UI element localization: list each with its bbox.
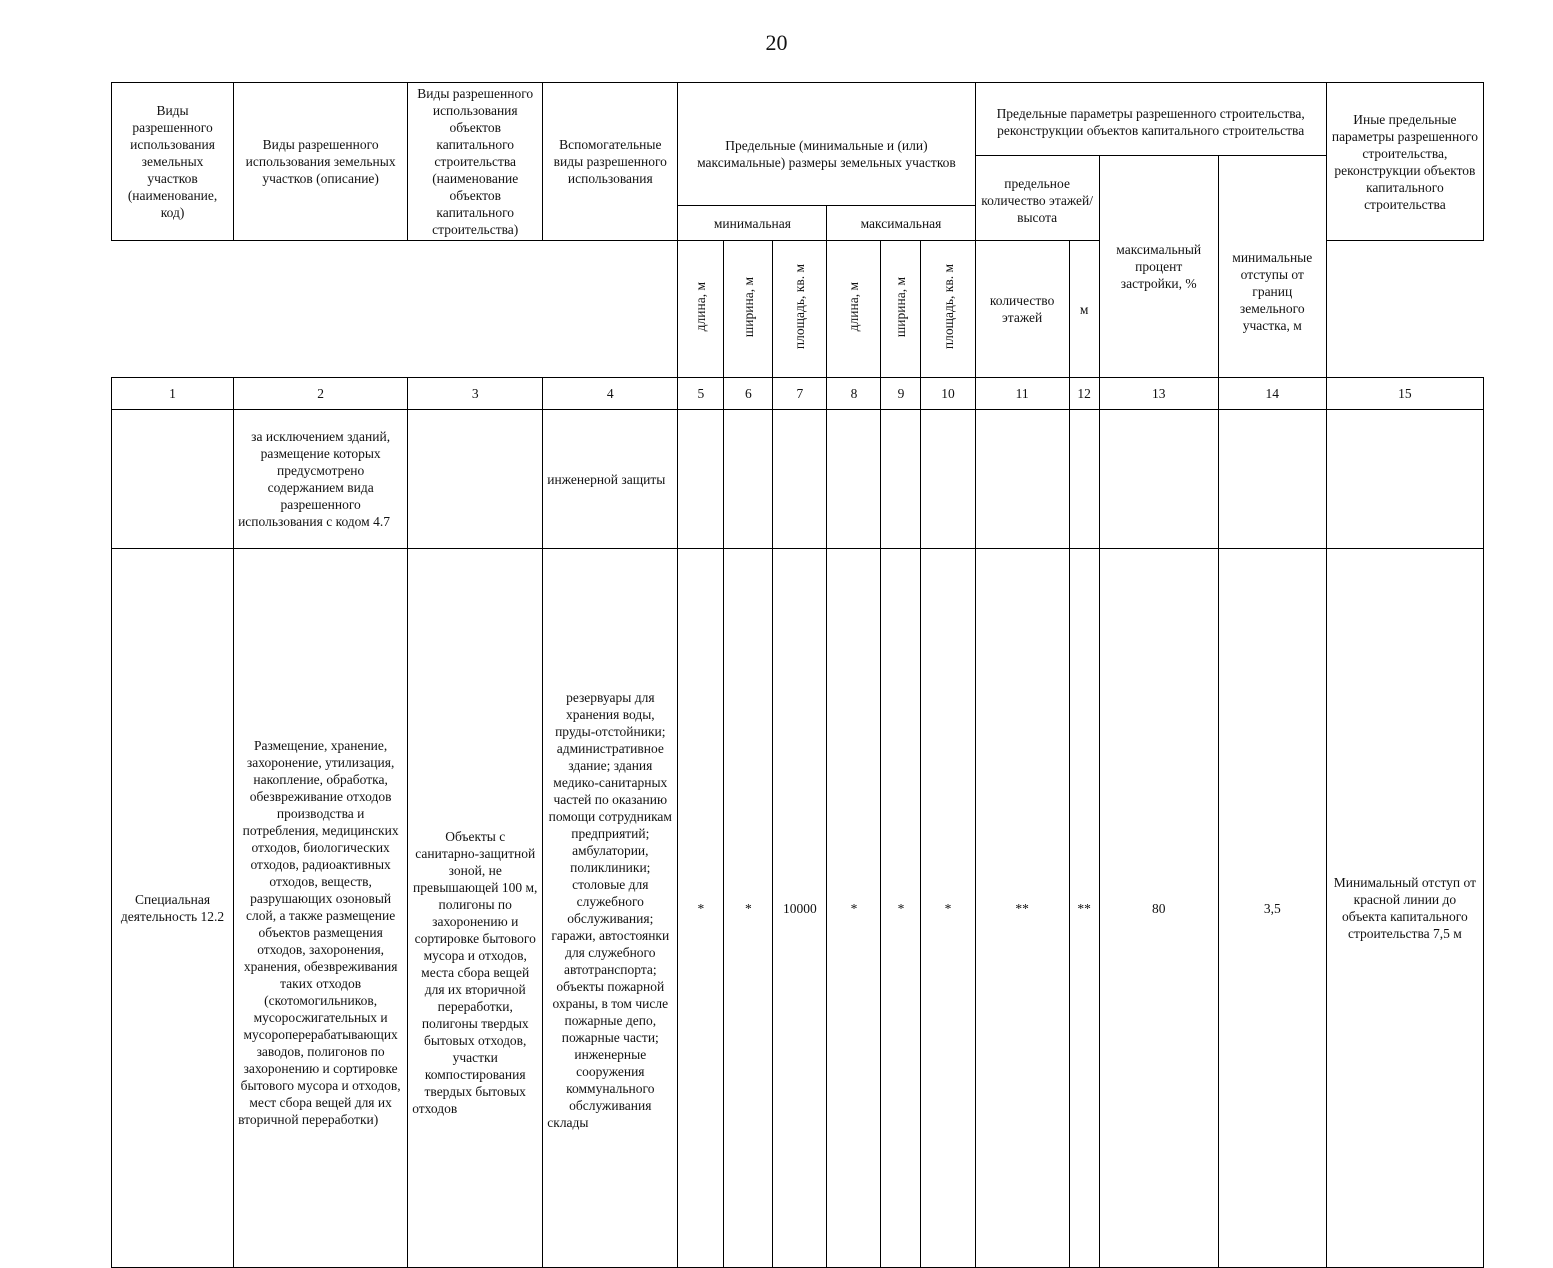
- cell-floors: [975, 410, 1069, 549]
- cell-use-description: за исключением зданий, размещение которых предусмотрено содержанием вида разрешенного использования с кодом 4.7: [234, 410, 408, 549]
- cell-auxiliary-uses: инженерной защиты: [543, 410, 678, 549]
- header-plot-sizes: Предельные (минимальные и (или) максимальные) размеры земельных участков: [678, 83, 975, 206]
- cell-max-width: *: [881, 549, 921, 1268]
- cell-max-percent: [1099, 410, 1218, 549]
- col-num: 2: [234, 378, 408, 410]
- column-number-row: [112, 378, 1484, 410]
- cell-min-length: [678, 410, 724, 549]
- cell-min-area: 10000: [773, 549, 827, 1268]
- col-num: 15: [1326, 378, 1483, 410]
- cell-min-length: *: [678, 549, 724, 1268]
- min-area-label: площадь, кв. м: [792, 264, 808, 350]
- max-area-label: площадь, кв. м: [940, 264, 956, 350]
- cell-other-params: Минимальный отступ от красной линии до объекта капитального строительства 7,5 м: [1326, 549, 1483, 1268]
- cell-max-length: *: [827, 549, 881, 1268]
- header-build-params: Предельные параметры разрешенного строительства, реконструкции объектов капитального строительства: [975, 83, 1326, 156]
- col-num: 7: [773, 378, 827, 410]
- table-row: [112, 410, 1484, 549]
- header-col2: Виды разрешенного использования земельных участков (описание): [234, 83, 408, 241]
- header-floors-height: предельное количество этажей/высота: [975, 156, 1099, 241]
- header-col1: Виды разрешенного использования земельных участков (наименование, код): [112, 83, 234, 241]
- cell-max-width: [881, 410, 921, 549]
- header-min-area: [773, 241, 827, 378]
- cell-capital-objects: [408, 410, 543, 549]
- cell-min-width: *: [724, 549, 773, 1268]
- cell-use-description: Размещение, хранение, захоронение, утилизация, накопление, обработка, обезвреживание отходов производства и потребления, медицинских отходов, биологических отходов, радиоактивных отходов, веществ, разрушающих озоновый слой, а также размещение объектов размещения отходов, захоронения, хранения, обезвреживания таких отходов (скотомогильников, мусоросжигательных и мусороперерабатывающих заводов, полигонов по захоронению и сортировке бытового мусора и отходов, мест сбора вещей для их вторичной переработки): [234, 549, 408, 1268]
- page-number: 20: [765, 30, 788, 55]
- cell-floors: **: [975, 549, 1069, 1268]
- col-num: 9: [881, 378, 921, 410]
- col-num: 5: [678, 378, 724, 410]
- header-col3: Виды разрешенного использования объектов капитального строительства (наименование объектов капитального строительства): [408, 83, 543, 241]
- cell-auxiliary-uses: резервуары для хранения воды, пруды-отстойники; административное здание; здания медико-санитарных частей по оказанию помощи сотрудникам предприятий; амбулатории, поликлиники; столовые для служебного обслуживания; гаражи, автостоянки для служебного автотранспорта; объекты пожарной охраны, в том числе пожарные депо, пожарные части; инженерные сооружения коммунального обслуживания склады: [543, 549, 678, 1268]
- col-num: 12: [1069, 378, 1099, 410]
- cell-min-area: [773, 410, 827, 549]
- cell-max-area: *: [921, 549, 975, 1268]
- header-max-percent: максимальный процент застройки, %: [1099, 156, 1218, 378]
- cell-capital-objects: Объекты с санитарно-защитной зоной, не превышающей 100 м, полигоны по захоронению и сортировке бытового мусора и отходов, места сбора вещей для их вторичной переработки, полигоны твердых бытовых отходов, участки компостирования твердых бытовых отходов: [408, 549, 543, 1268]
- header-maximal: максимальная: [827, 206, 975, 241]
- cell-min-width: [724, 410, 773, 549]
- header-meters: м: [1069, 241, 1099, 378]
- col-num: 4: [543, 378, 678, 410]
- min-length-label: длина, м: [693, 282, 709, 332]
- cell-max-area: [921, 410, 975, 549]
- col-num: 13: [1099, 378, 1218, 410]
- header-spacer: [112, 241, 678, 378]
- cell-height: **: [1069, 549, 1099, 1268]
- header-other-params: Иные предельные параметры разрешенного строительства, реконструкции объектов капитального строительства: [1326, 83, 1483, 241]
- header-min-length: [678, 241, 724, 378]
- header-floors-count: количество этажей: [975, 241, 1069, 378]
- cell-use-name: [112, 410, 234, 549]
- col-num: 14: [1218, 378, 1326, 410]
- col-num: 6: [724, 378, 773, 410]
- cell-max-percent: 80: [1099, 549, 1218, 1268]
- header-max-area: [921, 241, 975, 378]
- col-num: 8: [827, 378, 881, 410]
- header-col4: Вспомогательные виды разрешенного использования: [543, 83, 678, 241]
- header-max-width: [881, 241, 921, 378]
- min-width-label: ширина, м: [740, 276, 756, 338]
- cell-max-length: [827, 410, 881, 549]
- cell-use-name: Специальная деятельность 12.2: [112, 549, 234, 1268]
- max-length-label: длина, м: [846, 282, 862, 332]
- max-width-label: ширина, м: [893, 276, 909, 338]
- header-row-1: [112, 83, 1484, 156]
- table-row: [112, 549, 1484, 1268]
- col-num: 10: [921, 378, 975, 410]
- header-max-length: [827, 241, 881, 378]
- col-num: 11: [975, 378, 1069, 410]
- cell-other-params: [1326, 410, 1483, 549]
- cell-height: [1069, 410, 1099, 549]
- header-min-setback: минимальные отступы от границ земельного участка, м: [1218, 156, 1326, 378]
- col-num: 3: [408, 378, 543, 410]
- regulations-table: [111, 82, 1484, 1268]
- cell-min-setback: 3,5: [1218, 549, 1326, 1268]
- header-min-width: [724, 241, 773, 378]
- col-num: 1: [112, 378, 234, 410]
- header-minimal: минимальная: [678, 206, 827, 241]
- cell-min-setback: [1218, 410, 1326, 549]
